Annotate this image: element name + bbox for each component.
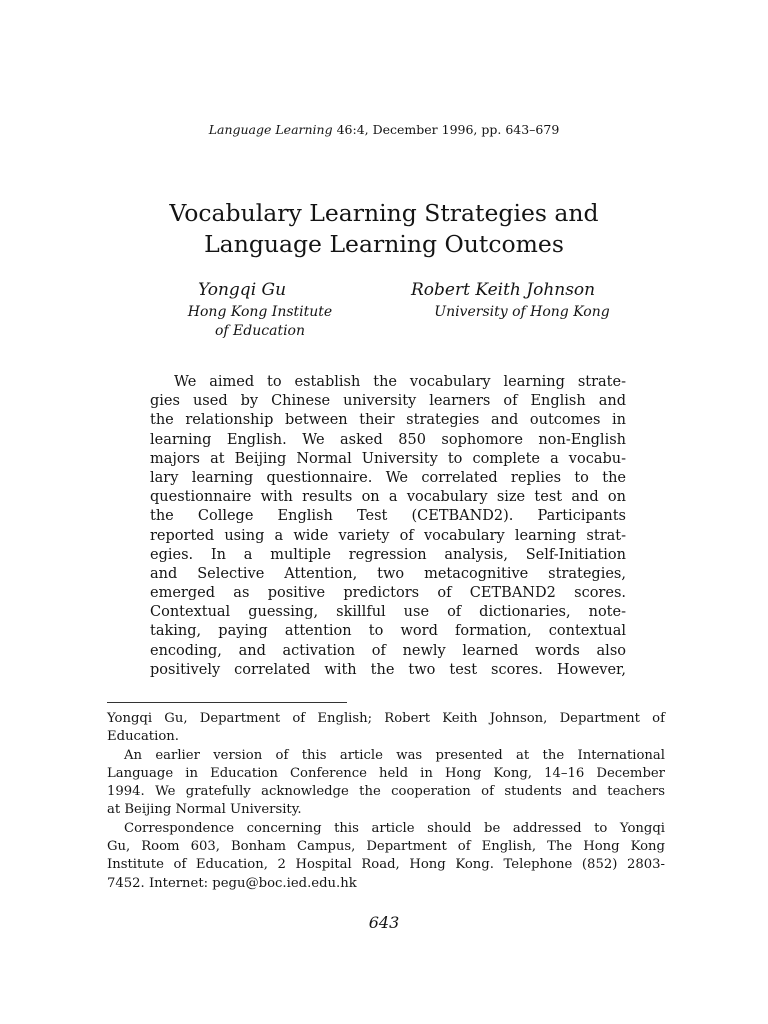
- affiliation-line: Hong Kong Institute: [187, 304, 333, 320]
- abstract-line: egies. In a multiple regression analysis, Self-Initiation: [150, 546, 626, 563]
- journal-name: Language Learning: [208, 122, 333, 137]
- abstract: [150, 373, 626, 680]
- affiliation-line: of Education: [215, 323, 305, 339]
- footnote-line: Gu, Room 603, Bonham Campus, Department of English, The Hong Kong: [107, 839, 665, 855]
- journal-citation: [0, 122, 768, 137]
- abstract-line: learning English. We asked 850 sophomore non-English: [150, 431, 626, 448]
- author-name: Robert Keith Johnson: [411, 280, 596, 300]
- footnote-line: 7452. Internet: pegu@boc.ied.edu.hk: [107, 875, 357, 891]
- page-number: 643: [368, 913, 400, 932]
- footnote-line: Language in Education Conference held in Hong Kong, 14–16 December: [107, 765, 665, 781]
- footnote-line: An earlier version of this article was presented at the International: [124, 747, 665, 763]
- abstract-line: gies used by Chinese university learners of English and: [150, 393, 626, 410]
- footnote-line: Correspondence concerning this article should be addressed to Yongqi: [124, 820, 665, 836]
- footnote-divider: [107, 702, 347, 703]
- abstract-line: encoding, and activation of newly learned words also: [150, 642, 626, 659]
- abstract-line: questionnaire with results on a vocabulary size test and on: [150, 489, 626, 506]
- abstract-line: taking, paying attention to word formation, contextual: [150, 623, 626, 640]
- affiliation-line: University of Hong Kong: [434, 304, 610, 320]
- abstract-line: reported using a wide variety of vocabulary learning strat-: [150, 527, 626, 544]
- author-affiliation: [160, 303, 360, 341]
- abstract-line: positively correlated with the two test scores. However,: [150, 661, 626, 678]
- footnote-line: Education.: [107, 729, 179, 745]
- author-name: Yongqi Gu: [198, 280, 287, 300]
- author-affiliation: [407, 303, 637, 322]
- footnote-line: 1994. We gratefully acknowledge the cooperation of students and teachers: [107, 784, 665, 800]
- footnotes: [107, 710, 665, 893]
- abstract-line: We aimed to establish the vocabulary learning strate-: [174, 374, 626, 390]
- citation-details: 46:4, December 1996, pp. 643–679: [332, 122, 560, 137]
- abstract-line: Contextual guessing, skillful use of dictionaries, note-: [150, 604, 626, 621]
- footnote-line: at Beijing Normal University.: [107, 802, 302, 818]
- abstract-line: lary learning questionnaire. We correlated replies to the: [150, 469, 626, 486]
- abstract-line: the relationship between their strategies and outcomes in: [150, 412, 626, 429]
- footnote-line: Yongqi Gu, Department of English; Robert Keith Johnson, Department of: [107, 711, 665, 726]
- title-line: Vocabulary Learning Strategies and: [169, 199, 599, 227]
- abstract-line: majors at Beijing Normal University to complete a vocabu-: [150, 450, 626, 467]
- abstract-line: emerged as positive predictors of CETBAND2 scores.: [150, 585, 626, 602]
- abstract-line: the College English Test (CETBAND2). Participants: [150, 508, 626, 525]
- title-line: Language Learning Outcomes: [204, 230, 564, 258]
- footnote-line: Institute of Education, 2 Hospital Road, Hong Kong. Telephone (852) 2803-: [107, 857, 665, 873]
- abstract-line: and Selective Attention, two metacognitive strategies,: [150, 565, 626, 582]
- paper-title: [0, 198, 768, 260]
